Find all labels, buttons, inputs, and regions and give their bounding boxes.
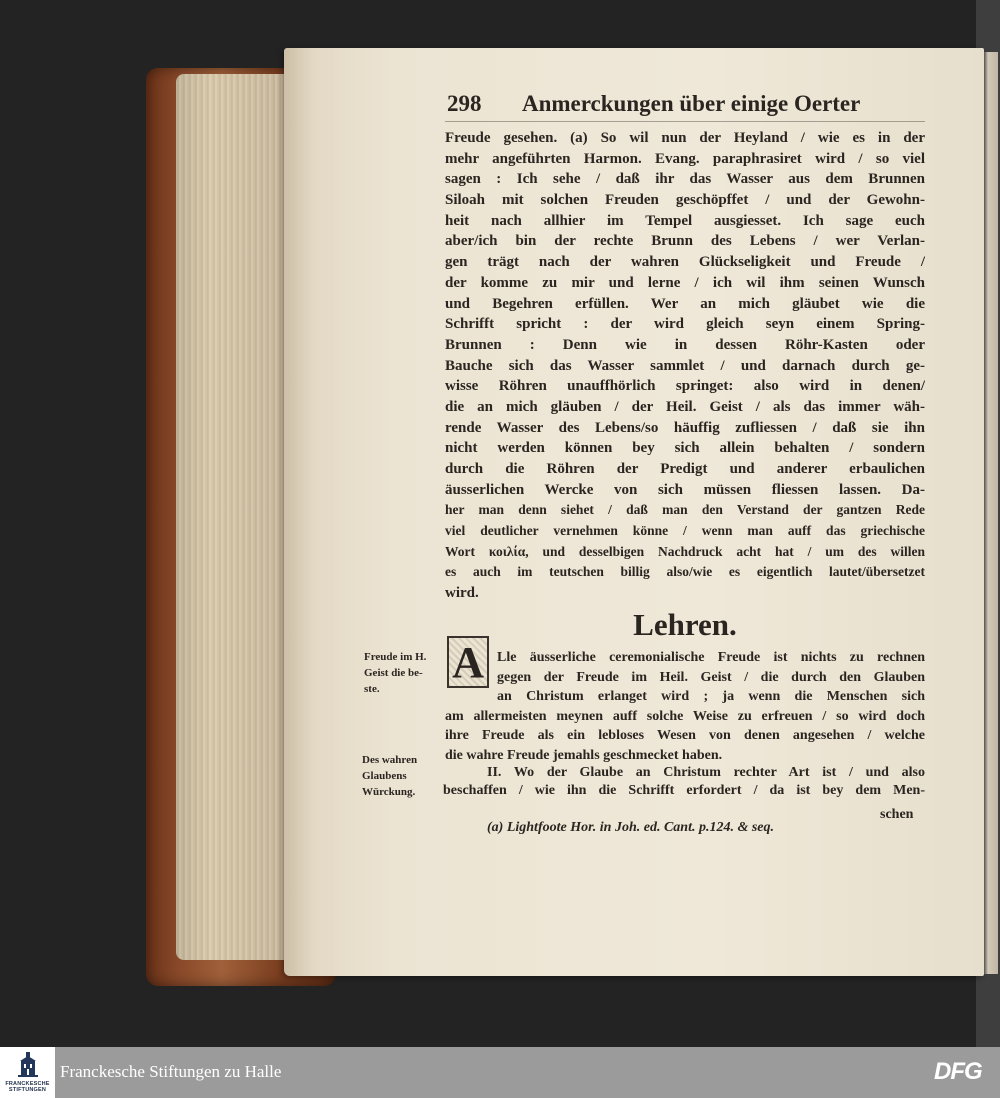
footnote: (a) Lightfoote Hor. in Joh. ed. Cant. p.124. & seq. xyxy=(487,820,775,835)
margin-note-line: Glaubens xyxy=(362,770,407,782)
text-line: wisse Röhren unauffhörlich springet: also wird in denen/ xyxy=(445,378,925,395)
text-line: Bauche sich das Wasser sammlet / und darnach durch ge- xyxy=(445,357,925,374)
margin-note-line: Freude im H. xyxy=(364,651,427,663)
text-line: durch die Röhren der Predigt und anderer erbaulichen xyxy=(445,461,925,477)
text-line: Wort κοιλία, und desselbigen Nachdruck acht hat / um des willen xyxy=(445,543,925,559)
text-line: heit nach allhier im Tempel ausgiesset. Ich sage euch xyxy=(445,212,925,229)
text-line: Siloah mit solchen Freuden geschöpffet / und der Gewohn- xyxy=(445,192,925,209)
logo-lettering: STIFTUNGEN xyxy=(8,1087,47,1093)
text-line: äusserlichen Wercke von sich müssen fliessen lassen. Da- xyxy=(445,481,925,498)
margin-note-line: Geist die be- xyxy=(364,667,423,679)
text-line: Brunnen : Denn wie in dessen Röhr-Kasten oder xyxy=(445,336,925,353)
institution-name: Franckesche Stiftungen zu Halle xyxy=(60,1062,282,1081)
text-line: gen trägt nach der wahren Glückseligkeit und Freude / xyxy=(445,254,925,271)
text-line: sagen : Ich sehe / daß ihr das Wasser aus dem Brunnen xyxy=(445,171,925,188)
lesson-paragraph xyxy=(443,764,925,800)
margin-note-line: Würckung. xyxy=(362,786,416,798)
text-line: her man denn siehet / daß man den Verstand der gantzen Rede xyxy=(445,502,925,518)
text-line: mehr angeführten Harmon. Evang. paraphrasiret wird / so viel xyxy=(445,150,925,167)
text-line: Lle äusserliche ceremonialische Freude ist nichts zu rechnen xyxy=(497,650,925,665)
page-number: 298 xyxy=(447,91,482,116)
dfg-logo-icon[interactable]: DFG xyxy=(934,1058,982,1085)
lesson-paragraph xyxy=(445,648,925,765)
text-line: aber/ich bin der rechte Brunn des Lebens / wer Verlan- xyxy=(445,233,925,250)
text-line: und Begehren erfüllen. Wer an mich gläubet wie die xyxy=(445,295,925,312)
drop-cap: A xyxy=(447,636,489,688)
text-line: beschaffen / wie ihn die Schrifft erfordert / da ist bey dem Men- xyxy=(443,783,925,798)
text-line: an Christum erlanget wird ; ja wenn die Menschen sich xyxy=(497,689,925,704)
text-line: wird. xyxy=(445,585,479,602)
franckesche-stiftungen-emblem-icon xyxy=(17,1052,39,1078)
running-title: Anmerckungen über einige Oerter xyxy=(522,91,861,116)
text-line: gegen der Freude im Heil. Geist / die durch den Glauben xyxy=(497,669,925,685)
text-line: die an mich gläuben / der Heil. Geist / als das immer wäh- xyxy=(445,398,925,415)
text-line: der komme zu mir und lerne / ich wil ihm seinen Wunsch xyxy=(445,274,925,291)
footer-bar xyxy=(0,1047,1000,1098)
margin-note-line: ste. xyxy=(364,683,380,695)
text-line: ihre Freude als ein lebloses Wesen von denen angesehen / welche xyxy=(445,728,925,743)
margin-note-line: Des wahren xyxy=(362,754,418,766)
text-line: es auch im teutschen billig also/wie es eigentlich lautet/übersetzet xyxy=(445,564,925,580)
text-line: Schrifft spricht : der wird gleich seyn einem Spring- xyxy=(445,316,925,333)
book-page xyxy=(284,48,984,976)
catchword: schen xyxy=(880,807,914,822)
logo-lettering: FRANCKESCHE xyxy=(5,1081,50,1087)
body-text xyxy=(445,128,925,604)
text-line: viel deutlicher vernehmen könne / wenn man auff das griechische xyxy=(445,523,925,539)
margin-note xyxy=(362,752,417,800)
text-line: am allermeisten meynen auff solche Weise zu erfreuen / so wird doch xyxy=(445,708,925,724)
text-line: die wahre Freude jemahls geschmecket haben. xyxy=(445,747,723,763)
next-page-edge xyxy=(984,52,998,974)
header-rule xyxy=(445,121,925,122)
margin-note xyxy=(364,649,426,697)
institution-logo[interactable] xyxy=(0,1047,55,1098)
text-line: nicht werden können bey sich allein behalten / sondern xyxy=(445,440,925,457)
section-heading: Lehren. xyxy=(633,607,737,642)
text-line: Freude gesehen. (a) So wil nun der Heyland / wie es in der xyxy=(445,130,925,146)
text-line: II. Wo der Glaube an Christum rechter Art ist / und also xyxy=(487,765,925,780)
text-line: rende Wasser des Lebens/so häuffig zufliessen / daß sie ihn xyxy=(445,419,925,436)
page-edges xyxy=(176,74,292,960)
